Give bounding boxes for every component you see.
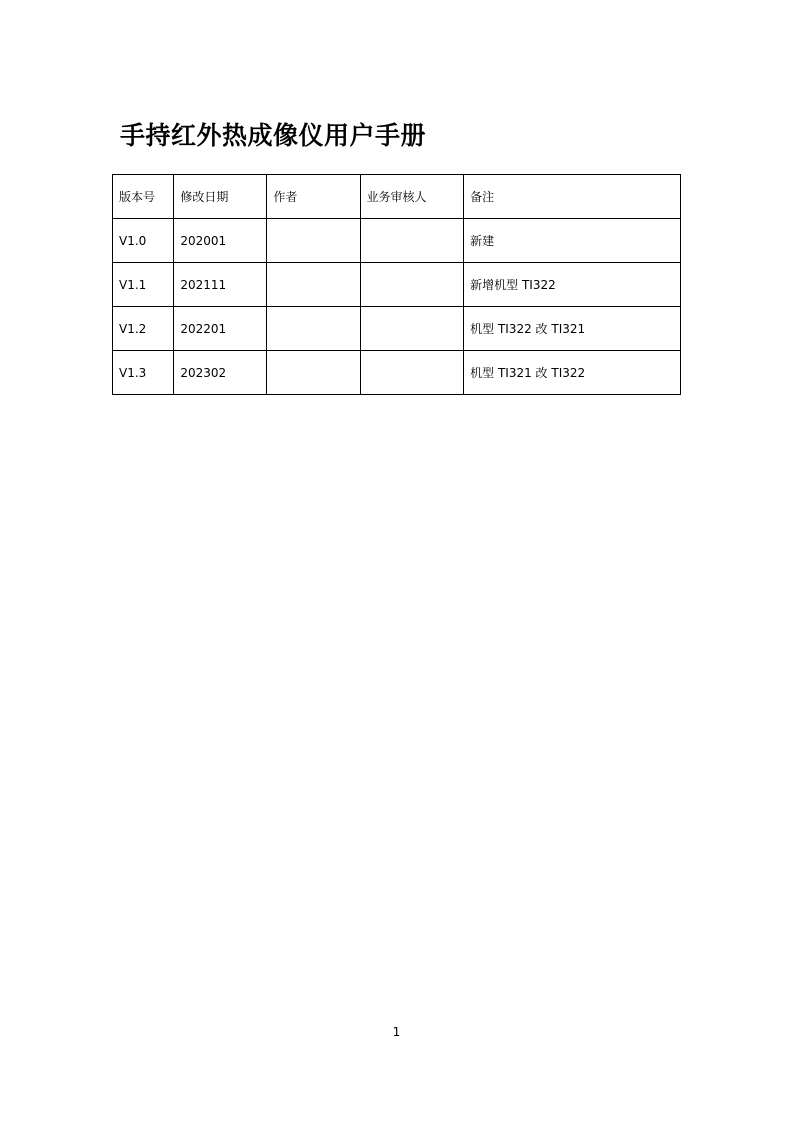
cell-version: V1.1 bbox=[113, 263, 174, 307]
page-number: 1 bbox=[392, 1025, 401, 1039]
cell-author bbox=[267, 219, 360, 263]
header-reviewer: 业务审核人 bbox=[360, 175, 464, 219]
cell-version: V1.0 bbox=[113, 219, 174, 263]
revision-history-table bbox=[112, 174, 681, 395]
cell-date: 202001 bbox=[174, 219, 267, 263]
header-date: 修改日期 bbox=[174, 175, 267, 219]
document-title: 手持红外热成像仪用户手册 bbox=[120, 121, 427, 150]
cell-reviewer bbox=[360, 351, 464, 395]
cell-version: V1.3 bbox=[113, 351, 174, 395]
cell-note: 机型 TI321 改 TI322 bbox=[464, 351, 681, 395]
cell-note: 新增机型 TI322 bbox=[464, 263, 681, 307]
cell-version: V1.2 bbox=[113, 307, 174, 351]
table-row bbox=[113, 351, 681, 395]
cell-reviewer bbox=[360, 219, 464, 263]
cell-reviewer bbox=[360, 307, 464, 351]
table-header-row bbox=[113, 175, 681, 219]
cell-date: 202302 bbox=[174, 351, 267, 395]
header-author: 作者 bbox=[267, 175, 360, 219]
cell-author bbox=[267, 263, 360, 307]
header-version: 版本号 bbox=[113, 175, 174, 219]
header-note: 备注 bbox=[464, 175, 681, 219]
cell-author bbox=[267, 307, 360, 351]
cell-note: 机型 TI322 改 TI321 bbox=[464, 307, 681, 351]
table-row bbox=[113, 219, 681, 263]
cell-note: 新建 bbox=[464, 219, 681, 263]
table-row bbox=[113, 263, 681, 307]
table-row bbox=[113, 307, 681, 351]
cell-date: 202111 bbox=[174, 263, 267, 307]
cell-author bbox=[267, 351, 360, 395]
cell-reviewer bbox=[360, 263, 464, 307]
cell-date: 202201 bbox=[174, 307, 267, 351]
